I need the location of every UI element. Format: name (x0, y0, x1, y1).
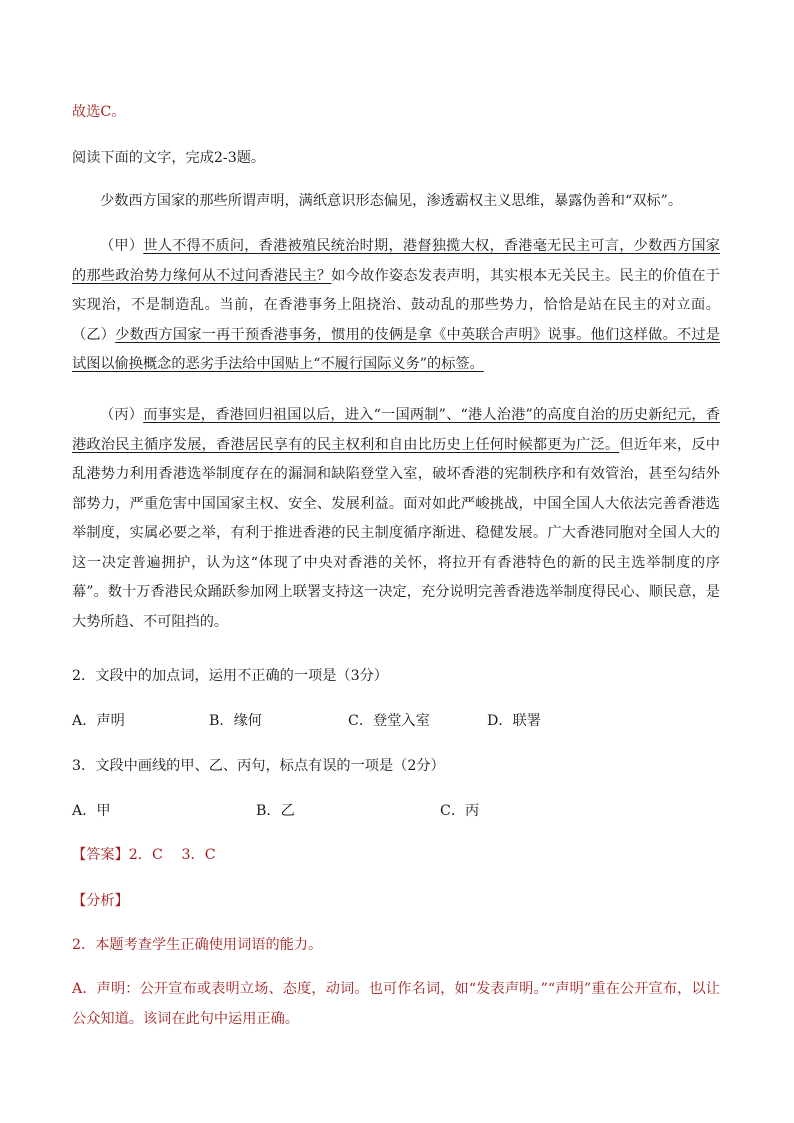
jia-marker: （甲） (100, 238, 144, 254)
q3-option-a: A．甲 (72, 803, 111, 819)
paragraph-2 (72, 232, 720, 380)
answer-line (72, 845, 216, 865)
paragraph-3-rest: 但近年来，反中乱港势力利用香港选举制度存在的漏洞和缺陷登堂入室，破坏香港的宪制秩序和有效管治，甚至勾结外部势力，严重危害中国国家主权、安全、发展利益。面对如此严峻挑战，中国全国人大依法完善香港选举制度，实属必要之举，有利于推进香港的民主制度循序渐进、稳健发展。广大香港同胞对全国人大的这一决定普遍拥护，认为这“体现了中央对香港的关怀，将拉开有香港特色的新的民主选举制度的序幕”。数十万香港民众踊跃参加网上联署支持这一决定，充分说明完善香港选举制度得民心、顺民意，是大势所趋、不可阻挡的。 (72, 436, 720, 630)
bing-marker: （丙） (100, 407, 144, 423)
paragraph-1 (72, 187, 720, 217)
q2-option-d: D．联署 (487, 713, 541, 729)
sentence-jia: 世人不得不质问，香港被殖民统治时期，港督独揽大权，香港毫无民主可言，少数西方国家的那些政治势力缘何从不过问香港民主？ (72, 238, 720, 284)
sentence-yi: 少数西方国家一再干预香港事务，惯用的伎俩是拿《中英联合声明》说事。他们这样做。不过是试图以偷换概念的恶劣手法给中国贴上“不履行国际义务”的标签。 (72, 326, 720, 372)
q2-option-b: B．缘何 (209, 713, 262, 729)
paragraph-3-text (72, 401, 720, 637)
q2-option-c: C．登堂入室 (348, 713, 430, 729)
paragraph-3 (72, 401, 720, 637)
analysis-line-2: A．声明：公开宣布或表明立场、态度，动词。也可作名词，如“发表声明。”“声明”重在公开宣布，以让公众知道。该词在此句中运用正确。 (72, 981, 720, 1027)
sentence-bing: 而事实是，香港回归祖国以后，进入“一国两制”、“港人治港”的高度自治的历史新纪元，香港政治民主循序发展，香港居民享有的民主权利和自由比历史上任何时候都更为广泛。 (72, 407, 720, 453)
analysis-label: 【分析】 (72, 893, 129, 909)
paragraph-2-middle: 如今故作姿态发表声明，其实根本无关民主。民主的价值在于实现治，不是制造乱。当前，在香港事务上阻挠治、鼓动乱的那些势力，恰恰是站在民主的对立面。 (72, 267, 720, 313)
q2-option-a: A．声明 (72, 713, 125, 729)
answer-text: 2．C 3．C (128, 847, 216, 863)
analysis-line-1: 2．本题考查学生正确使用词语的能力。 (72, 937, 323, 953)
paragraph-1-text: 少数西方国家的那些所谓声明，满纸意识形态偏见，渗透霸权主义思维，暴露伪善和“双标”。 (100, 193, 683, 209)
question-3-stem: 3．文段中画线的甲、乙、丙句，标点有误的一项是（2分） (72, 758, 445, 774)
question-2-stem: 2．文段中的加点词，运用不正确的一项是（3分） (72, 668, 388, 684)
paragraph-2-text (72, 232, 720, 380)
answer-label: 【答案】 (72, 847, 129, 863)
instruction: 阅读下面的文字，完成2-3题。 (72, 150, 266, 166)
yi-marker: （乙） (72, 326, 116, 343)
q3-option-c: C．丙 (440, 803, 480, 819)
analysis-paragraph (72, 974, 720, 1034)
top-note: 故选C。 (72, 104, 126, 120)
q3-option-b: B．乙 (256, 803, 295, 819)
